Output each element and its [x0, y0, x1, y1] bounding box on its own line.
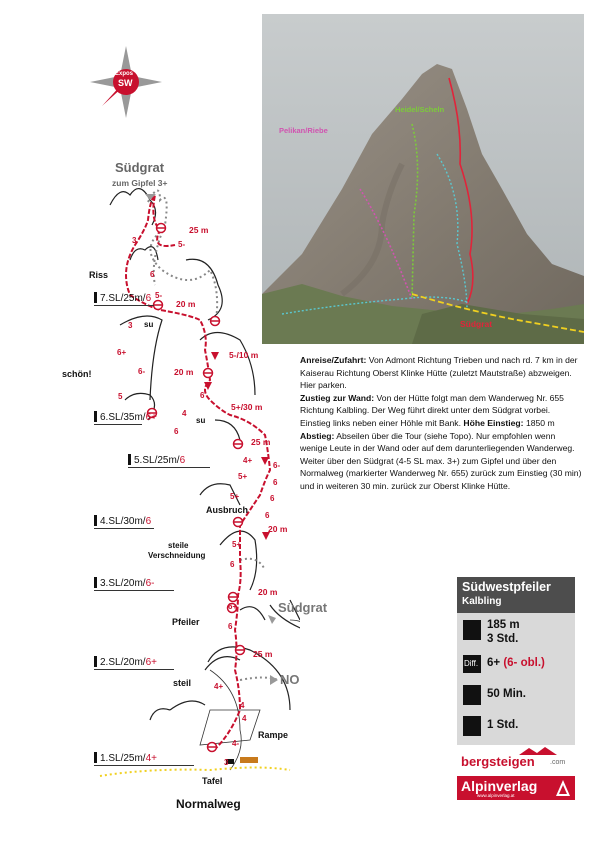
mountain-photo-graphic	[262, 14, 584, 344]
topo-title: Südgrat	[115, 160, 165, 175]
zustieg-label: Zustieg zur Wand:	[300, 392, 375, 403]
anreise-text: Von Admont Richtung Trieben und nach rd. 7 km in der Kaiserau Richtung Oberst Klinke Hütte (zuletzt Mautstraße) abzweigen. Hier parken.	[300, 355, 578, 391]
grade-label: 4-	[232, 739, 240, 748]
feature-no: NO	[280, 672, 300, 687]
topo-subtitle: zum Gipfel 3+	[112, 178, 168, 188]
grade-label: 4+	[243, 456, 253, 465]
grade-label: 5+	[232, 540, 242, 549]
grade-label: 6	[230, 560, 235, 569]
pitch-7-main: 7.SL/25m/	[100, 293, 146, 304]
photo-label-heidel: Heidel/Scheln	[395, 105, 445, 114]
grade-label: su	[196, 416, 206, 425]
pitch-2-main: 2.SL/20m/	[100, 657, 146, 668]
info-diff-main: 6+	[487, 657, 501, 669]
grade-label: 6+	[117, 348, 127, 357]
feature-rampe: Rampe	[258, 730, 289, 740]
mountain-photo	[262, 14, 584, 344]
pitch-5-grade: 6	[179, 455, 186, 466]
pitch-3-label	[94, 577, 155, 589]
pitch-3-grade: 6-	[145, 578, 155, 589]
alpinverlag-url: www.alpinverlag.at	[477, 793, 515, 798]
pitch-3-main: 3.SL/20m/	[100, 578, 146, 589]
grade-label: 6	[150, 270, 155, 279]
feature-tafel: Tafel	[202, 776, 223, 786]
route-topo	[90, 150, 300, 830]
feature-schoen: schön!	[62, 369, 92, 379]
bergsteigen-logo	[457, 745, 575, 772]
climber-icon	[463, 620, 481, 640]
pitch-4-label	[94, 515, 151, 527]
pitch-5-main: 5.SL/25m/	[134, 455, 180, 466]
info-diff	[487, 657, 545, 669]
info-time: 3 Std.	[487, 633, 519, 645]
grade-label: 6+	[228, 602, 238, 611]
grade-label: 6-	[273, 461, 281, 470]
grade-label: 5	[118, 392, 123, 401]
bergsteigen-tld: .com	[550, 759, 566, 766]
pitch-6-grade: 6+	[145, 412, 157, 423]
length-label: 20 m	[174, 367, 194, 377]
grade-label: 6	[174, 427, 179, 436]
pitch-6-label	[94, 411, 157, 423]
info-subtitle: Kalbling	[462, 596, 502, 607]
approach-icon	[463, 685, 481, 705]
zustieg-text: Von der Hütte folgt man dem Wanderweg Nr. 655 Richtung Kalbling. Der Weg führt direkt unter dem Südgrat vorbei. Einstieg links neben einer Höhle mit Bank.	[300, 392, 564, 428]
grade-label: su	[144, 320, 154, 329]
grade-label: 6	[265, 511, 270, 520]
feature-suedgrat: Südgrat	[278, 600, 328, 615]
grade-label: 4+	[214, 682, 224, 691]
abstieg-label: Abstieg:	[300, 430, 335, 441]
grade-label: 6	[273, 478, 278, 487]
grade-label: 3	[224, 758, 229, 767]
grade-label: 6	[270, 494, 275, 503]
grade-label: 6-	[138, 367, 146, 376]
grade-label: 4	[240, 701, 245, 710]
abstieg-text: Abseilen über die Tour (siehe Topo). Nur empfohlen wenn wenige Leute in der Wand oder auf dem darunterliegenden Wanderweg. Weiter über den Südgrat (4-5 SL max. 3+) zum Gipfel und über den Normalweg (markierter Wanderweg Nr. 655) zurück zum Einstieg (30 min) und in weiteren 30 min. zurück zur Oberst Klinke Hütte.	[300, 430, 582, 491]
photo-label-pelikan: Pelikan/Riebe	[279, 126, 328, 135]
pitch-4-main: 4.SL/30m/	[100, 516, 146, 527]
info-diff-obl: (6- obl.)	[503, 657, 545, 669]
grade-label: 3	[128, 321, 133, 330]
alpinverlag-wordmark: Alpinverlag	[461, 778, 538, 794]
feature-steile: steile	[168, 541, 189, 550]
grade-label: 6	[200, 391, 205, 400]
compass-top-label: Expos	[115, 71, 134, 77]
grade-label: 5+	[238, 472, 248, 481]
pitch-4-grade: 6	[145, 516, 152, 527]
descent-icon	[463, 716, 481, 736]
alpinverlag-mark	[555, 779, 571, 797]
length-label: 25 m	[253, 649, 273, 659]
hoehe-text: 1850 m	[525, 417, 555, 428]
pitch-2-label	[94, 656, 157, 668]
grade-label: 5-	[178, 240, 186, 249]
bergsteigen-wordmark: bergsteigen	[461, 754, 535, 769]
compass-direction-label: SW	[118, 78, 133, 88]
alpinverlag-logo	[457, 776, 575, 800]
pitch-1-label	[94, 752, 157, 764]
grade-label: 3	[132, 236, 137, 245]
pitch-7-label	[94, 292, 151, 304]
feature-pfeiler: Pfeiler	[172, 617, 200, 627]
anreise-label: Anreise/Zufahrt:	[300, 355, 367, 365]
photo-label-suedgrat: Südgrat	[460, 319, 493, 329]
length-label: 5+/30 m	[231, 402, 263, 412]
feature-riss: Riss	[89, 270, 109, 280]
length-label: 20 m	[258, 587, 278, 597]
pitch-1-grade: 4+	[145, 753, 157, 764]
grade-label: 5-	[155, 291, 163, 300]
pitch-1-main: 1.SL/25m/	[100, 753, 146, 764]
feature-verschneidung: Verschneidung	[148, 551, 206, 560]
grade-label: 6	[228, 622, 233, 631]
feature-steil: steil	[173, 678, 192, 688]
hoehe-label: Höhe Einstieg:	[463, 417, 524, 428]
route-description	[300, 354, 582, 493]
info-descent: 1 Std.	[487, 719, 519, 731]
feature-normalweg: Normalweg	[176, 797, 241, 811]
pitch-6-main: 6.SL/35m/	[100, 412, 146, 423]
grade-label: 5+	[230, 492, 240, 501]
info-title: Südwestpfeiler	[462, 580, 551, 594]
length-label: 25 m	[251, 437, 271, 447]
info-approach: 50 Min.	[487, 688, 526, 700]
info-box	[457, 577, 575, 745]
grade-label: 4	[182, 409, 187, 418]
info-diff-label: Diff.	[464, 659, 479, 668]
length-label: 5-/10 m	[229, 350, 259, 360]
pitch-5-label	[128, 454, 185, 466]
pitch-2-grade: 6+	[145, 657, 157, 668]
pitch-7-grade: 6	[145, 293, 152, 304]
info-length: 185 m	[487, 619, 520, 631]
length-label: 20 m	[268, 524, 288, 534]
length-label: 25 m	[189, 225, 209, 235]
grade-label: 4	[242, 714, 247, 723]
feature-ausbruch: Ausbruch	[206, 505, 249, 515]
length-label: 20 m	[176, 299, 196, 309]
